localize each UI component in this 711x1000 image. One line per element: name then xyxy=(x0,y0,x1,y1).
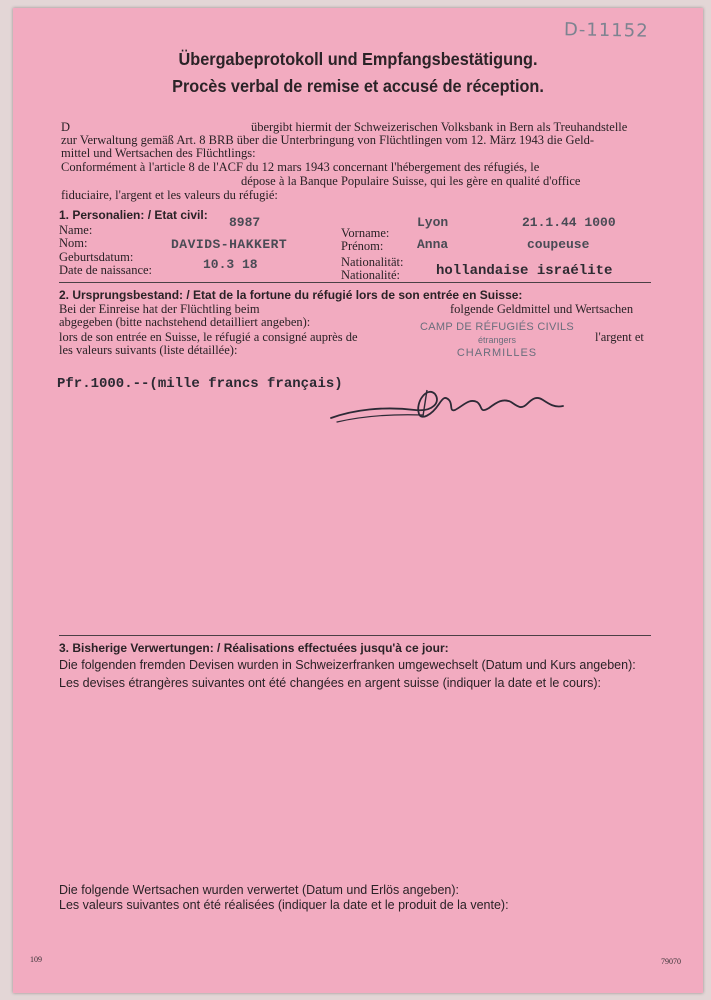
label-vorname: Vorname: xyxy=(341,226,390,240)
intro-fr-line3: fiduciaire, l'argent et les valeurs du réfugié: xyxy=(61,188,278,202)
label-nom: Nom: xyxy=(59,236,88,250)
section1-heading: 1. Personalien: / Etat civil: xyxy=(59,208,208,222)
refugee-first-name: Anna xyxy=(417,237,449,252)
entry-date-amount: 21.1.44 1000 xyxy=(522,215,616,230)
camp-stamp-line1: CAMP DE RÉFUGIÉS CIVILS xyxy=(419,321,574,333)
section2-fr-line1: lors de son entrée en Suisse, le réfugié a consigné auprès de xyxy=(59,330,358,344)
intro-de-line2: zur Verwaltung gemäß Art. 8 BRB über die Unterbringung von Flüchtlingen vom 12. März 1943 die Geld- xyxy=(61,133,595,147)
footer-left-code: 109 xyxy=(30,955,42,964)
footer-right-code: 79070 xyxy=(661,957,681,966)
section2-de-line2: abgegeben (bitte nachstehend detailliert angeben): xyxy=(59,315,311,329)
section2-fr-line2: les valeurs suivants (liste détaillée): xyxy=(59,343,238,357)
label-geburtsdatum: Geburtsdatum: xyxy=(59,250,134,264)
document-page xyxy=(13,8,703,993)
label-nationalitaet: Nationalität: xyxy=(341,255,404,269)
signature xyxy=(323,380,583,428)
section3-heading: 3. Bisherige Verwertungen: / Réalisations effectuées jusqu'à ce jour: xyxy=(59,641,449,655)
title-german: Übergabeprotokoll und Empfangsbestätigung. xyxy=(178,49,538,69)
section3-de-line1: Die folgenden fremden Devisen wurden in Schweizerfranken umgewechselt (Datum und Kurs angeben): xyxy=(59,658,636,672)
section2-fr-line1-right: l'argent et xyxy=(595,330,644,344)
section2-heading: 2. Ursprungsbestand: / Etat de la fortune du réfugié lors de son entrée en Suisse: xyxy=(59,288,523,302)
intro-de-prefix: D xyxy=(61,120,71,134)
label-prenom: Prénom: xyxy=(341,239,384,253)
refugee-occupation: coupeuse xyxy=(527,237,590,252)
section3-fr-line2: Les valeurs suivantes ont été réalisées (indiquer la date et le produit de la vente): xyxy=(59,898,509,912)
label-nationalite: Nationalité: xyxy=(341,268,401,282)
label-date-naissance: Date de naissance: xyxy=(59,263,153,277)
camp-stamp-line3: CHARMILLES xyxy=(456,347,538,359)
archive-reference: D-11152 xyxy=(563,19,649,42)
section2-de-line1: Bei der Einreise hat der Flüchtling beim xyxy=(59,302,260,316)
refugee-place: Lyon xyxy=(417,215,449,230)
title-french: Procès verbal de remise et accusé de réception. xyxy=(172,76,544,96)
refugee-number: 8987 xyxy=(229,215,261,230)
refugee-birthdate: 10.3 18 xyxy=(203,257,258,272)
intro-de-line3: mittel und Wertsachen des Flüchtlings: xyxy=(61,146,256,160)
intro-fr-line1: Conformément à l'article 8 de l'ACF du 12 mars 1943 concernant l'hébergement des réfugiés, le xyxy=(61,160,540,174)
camp-stamp-line2: étrangers xyxy=(477,335,517,345)
section3-fr-line1: Les devises étrangères suivantes ont été changées en argent suisse (indiquer la date et le cours): xyxy=(59,676,601,690)
refugee-surname: DAVIDS-HAKKERT xyxy=(171,237,288,252)
label-name: Name: xyxy=(59,223,93,237)
section3-de-line2: Die folgende Wertsachen wurden verwertet (Datum und Erlös angeben): xyxy=(59,883,459,897)
section2-de-line1-right: folgende Geldmittel und Wertsachen xyxy=(450,302,634,316)
refugee-nationality: hollandaise israélite xyxy=(436,263,613,279)
divider-2 xyxy=(59,635,651,636)
amount-entry: Pfr.1000.--(mille francs français) xyxy=(57,376,343,392)
divider-1 xyxy=(59,282,651,283)
intro-fr-line2: dépose à la Banque Populaire Suisse, qui les gère en qualité d'office xyxy=(241,174,581,188)
intro-de-line1: übergibt hiermit der Schweizerischen Volksbank in Bern als Treuhandstelle xyxy=(251,120,628,134)
